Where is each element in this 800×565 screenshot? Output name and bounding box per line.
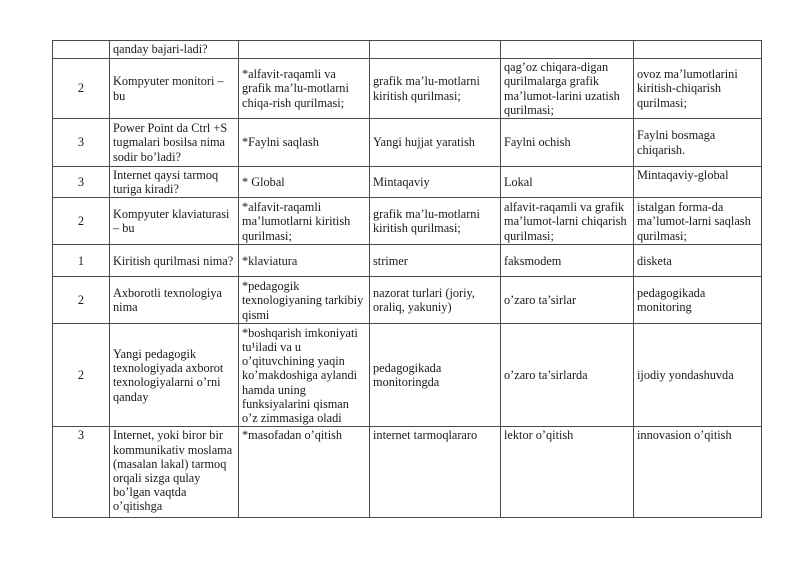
answer-option-b: nazorat turlari (joriy, oraliq, yakuniy): [370, 277, 501, 324]
question-number: [53, 41, 110, 59]
answer-option-c: o’zaro ta’sirlarda: [501, 324, 634, 427]
answer-option-b: [370, 41, 501, 59]
table-row: [53, 167, 762, 198]
answer-correct: *klaviatura: [239, 245, 370, 277]
answer-option-c: Lokal: [501, 167, 634, 198]
question-text: Kompyuter monitori – bu: [110, 59, 239, 119]
table-row: [53, 198, 762, 245]
answer-correct: *masofadan o’qitish: [239, 427, 370, 518]
answer-option-b: grafik ma’lu-motlarni kiritish qurilmasi;: [370, 198, 501, 245]
question-text: Kompyuter klaviaturasi – bu: [110, 198, 239, 245]
answer-option-d: ovoz ma’lumotlarini kiritish-chiqarish qurilmasi;: [634, 59, 762, 119]
answer-option-d: disketa: [634, 245, 762, 277]
question-text: Axborotli texnologiya nima: [110, 277, 239, 324]
answer-correct: *Faylni saqlash: [239, 119, 370, 167]
answer-option-c: faksmodem: [501, 245, 634, 277]
answer-option-c: alfavit-raqamli va grafik ma’lumot-larni chiqarish qurilmasi;: [501, 198, 634, 245]
answer-correct: *boshqarish imkoniyati tu¹iladi va u o’qituvchining yaqin ko’makdoshiga aylandi hamda uning funksiyalarini qisman o’z zimmasiga oladi: [239, 324, 370, 427]
answer-option-d: ijodiy yondashuvda: [634, 324, 762, 427]
question-text: Internet, yoki biror bir kommunikativ moslama (masalan lakal) tarmoq orqali sizga qulay bo’lgan vaqtda o’qitishga: [110, 427, 239, 518]
answer-option-b: internet tarmoqlararo: [370, 427, 501, 518]
answer-option-c: lektor o’qitish: [501, 427, 634, 518]
question-text: Kiritish qurilmasi nima?: [110, 245, 239, 277]
question-text: Yangi pedagogik texnologiyada axborot texnologiyalarni o’rni qanday: [110, 324, 239, 427]
table-row: [53, 119, 762, 167]
question-number: 3: [53, 119, 110, 167]
quiz-table: [52, 40, 762, 518]
answer-correct: *alfavit-raqamli ma’lumotlarni kiritish qurilmasi;: [239, 198, 370, 245]
answer-option-b: pedagogikada monitoringda: [370, 324, 501, 427]
answer-option-c: o’zaro ta’sirlar: [501, 277, 634, 324]
answer-option-d: Mintaqaviy-global: [634, 167, 762, 198]
answer-option-d: innovasion o’qitish: [634, 427, 762, 518]
answer-option-b: Yangi hujjat yaratish: [370, 119, 501, 167]
answer-option-c: [501, 41, 634, 59]
table-row: [53, 277, 762, 324]
answer-option-b: strimer: [370, 245, 501, 277]
answer-correct: [239, 41, 370, 59]
answer-option-b: grafik ma’lu-motlarni kiritish qurilmasi;: [370, 59, 501, 119]
answer-option-d: pedagogikada monitoring: [634, 277, 762, 324]
answer-option-d: Faylni bosmaga chiqarish.: [634, 119, 762, 167]
question-text: Internet qaysi tarmoq turiga kiradi?: [110, 167, 239, 198]
answer-option-d: [634, 41, 762, 59]
table-row: [53, 59, 762, 119]
answer-correct: *alfavit-raqamli va grafik ma’lu-motlarni chiqa-rish qurilmasi;: [239, 59, 370, 119]
question-number: 3: [53, 167, 110, 198]
answer-option-c: qag’oz chiqara-digan qurilmalarga grafik ma’lumot-larini uzatish qurilmasi;: [501, 59, 634, 119]
answer-correct: *pedagogik texnologiyaning tarkibiy qismi: [239, 277, 370, 324]
table-row: [53, 245, 762, 277]
question-text: qanday bajari-ladi?: [110, 41, 239, 59]
question-number: 2: [53, 59, 110, 119]
answer-option-b: Mintaqaviy: [370, 167, 501, 198]
question-number: 3: [53, 427, 110, 518]
table-row: [53, 41, 762, 59]
table-row: [53, 427, 762, 518]
question-number: 1: [53, 245, 110, 277]
question-text: Power Point da Ctrl +S tugmalari bosilsa nima sodir bo’ladi?: [110, 119, 239, 167]
question-number: 2: [53, 324, 110, 427]
answer-option-c: Faylni ochish: [501, 119, 634, 167]
document-page: [52, 40, 762, 518]
question-number: 2: [53, 277, 110, 324]
answer-option-d: istalgan forma-da ma’lumot-larni saqlash qurilmasi;: [634, 198, 762, 245]
question-number: 2: [53, 198, 110, 245]
answer-correct: * Global: [239, 167, 370, 198]
table-row: [53, 324, 762, 427]
